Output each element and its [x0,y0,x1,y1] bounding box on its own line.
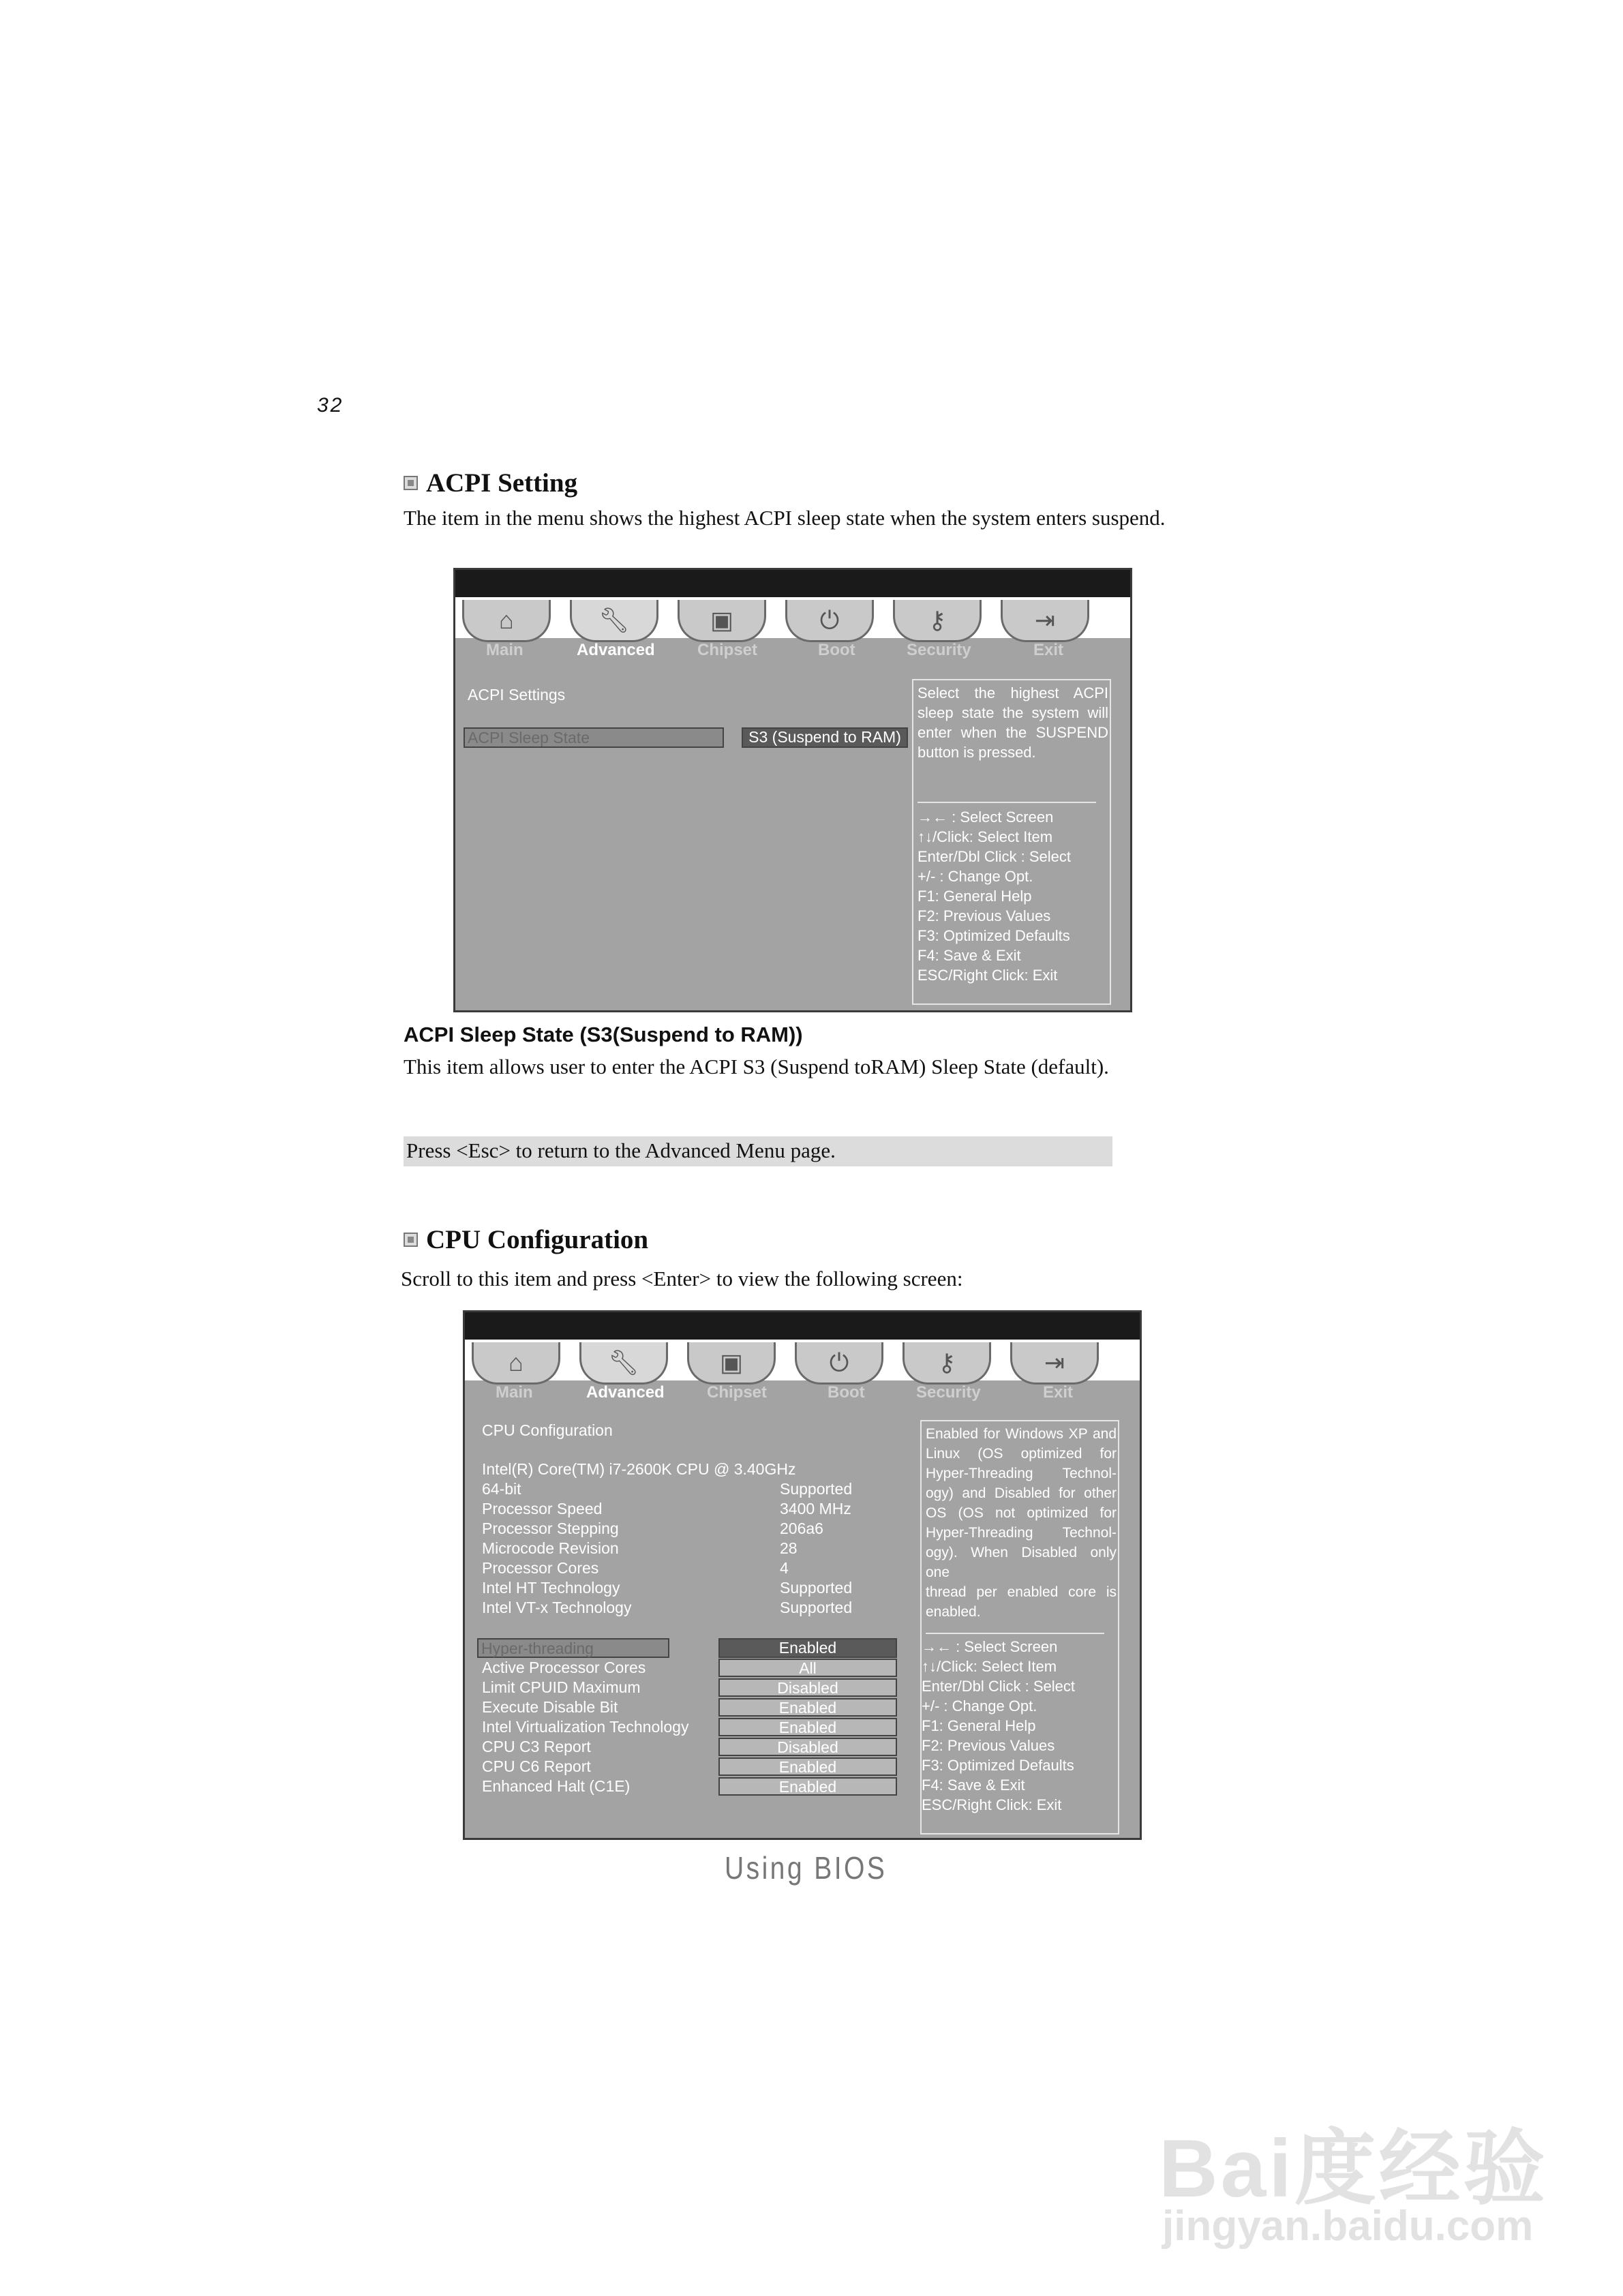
exit-door-icon: ⇥ [1034,605,1056,634]
help-line: enabled. [926,1604,981,1620]
tab-security-icon-box[interactable] [893,600,982,642]
key-help-line: →← : Select Screen [917,809,1054,826]
power-icon: ⏻ [829,1348,849,1376]
help-line: ogy) and Disabled for other [926,1485,1117,1501]
cpu-heading [404,1224,648,1255]
setting-label[interactable]: Execute Disable Bit [482,1698,618,1716]
tab-boot-icon-box[interactable] [795,1342,883,1385]
acpi-sleep-state-value[interactable]: S3 (Suspend to RAM) [742,727,908,748]
section-bullet-icon [404,1233,418,1247]
tab-exit-icon-box[interactable] [1001,600,1089,642]
hyper-threading-value[interactable]: Enabled [718,1638,897,1658]
cpu-heading-text: CPU Configuration [426,1225,649,1254]
key-help [922,1637,1117,1815]
key-help-line: F4: Save & Exit [917,947,1021,964]
tab-boot[interactable]: Boot [828,1383,865,1402]
info-label: Processor Speed [482,1500,603,1517]
bios-screen-cpu [463,1310,1142,1840]
setting-label[interactable]: Intel Virtualization Technology [482,1718,689,1736]
exit-door-icon: ⇥ [1044,1348,1065,1376]
wrench-icon: 🔧︎ [598,605,630,634]
key-help-line: F4: Save & Exit [922,1777,1025,1794]
acpi-sleep-state-item[interactable]: ACPI Sleep State [464,727,724,748]
wrench-icon: 🔧︎ [608,1348,639,1376]
key-help-line: F1: General Help [917,888,1032,905]
help-line: Linux (OS optimized for [926,1446,1117,1462]
help-line: thread per enabled core is [926,1584,1117,1600]
info-label: 64-bit [482,1480,521,1498]
setting-label[interactable]: CPU C6 Report [482,1757,591,1775]
section-title: CPU Configuration [482,1421,613,1439]
info-value: Supported [780,1579,853,1597]
acpi-intro: The item in the menu shows the highest ACPI sleep state when the system enters suspend. [404,506,1166,530]
section-bullet-icon [404,476,418,490]
help-line: ogy). When Disabled only one [926,1545,1117,1580]
help-line: Select the highest ACPI [917,684,1108,701]
help-line: OS (OS not optimized for [926,1505,1117,1521]
help-text [917,683,1108,762]
esc-note: Press <Esc> to return to the Advanced Menu page. [404,1136,1112,1166]
tab-main-icon-box[interactable] [472,1342,560,1385]
tab-chipset-icon-box[interactable] [678,600,766,642]
info-value: 206a6 [780,1520,823,1537]
key-help-line: +/- : Change Opt. [917,868,1033,885]
tab-chipset[interactable]: Chipset [697,641,758,659]
key-help-line: F3: Optimized Defaults [922,1757,1074,1774]
baidu-watermark-url: jingyan.baidu.com [1162,2203,1534,2250]
setting-value[interactable]: Enabled [718,1718,897,1736]
home-icon: ⌂ [509,1348,524,1376]
setting-value[interactable]: Enabled [718,1698,897,1717]
setting-label[interactable]: Active Processor Cores [482,1659,646,1676]
key-icon: ⚷ [937,1348,956,1376]
help-line: Enabled for Windows XP and [926,1426,1117,1442]
hyper-threading-item[interactable]: Hyper-threading [477,1638,669,1658]
key-help-line: F3: Optimized Defaults [917,927,1070,944]
help-text [926,1424,1117,1622]
info-label: Microcode Revision [482,1539,619,1557]
baidu-watermark-logo: Bai度经验 [1159,2123,1548,2214]
section-title: ACPI Settings [468,686,566,704]
tab-main[interactable]: Main [496,1383,533,1402]
bios-title-bar [465,1312,1140,1340]
bios-screen-acpi [453,568,1132,1012]
tab-exit[interactable]: Exit [1033,641,1064,659]
setting-label[interactable]: CPU C3 Report [482,1738,591,1755]
help-line: Hyper-Threading Technol- [926,1525,1117,1541]
key-help-line: ESC/Right Click: Exit [922,1796,1062,1813]
setting-value[interactable]: All [718,1659,897,1677]
help-line: sleep state the system will [917,704,1108,721]
tab-security[interactable]: Security [916,1383,981,1402]
key-help-line: ESC/Right Click: Exit [917,967,1058,984]
tab-main-icon-box[interactable] [462,600,551,642]
bios-title-bar [455,570,1130,597]
help-line: enter when the SUSPEND [917,724,1108,741]
acpi-sleep-state-subheading: ACPI Sleep State (S3(Suspend to RAM)) [404,1023,803,1046]
tab-chipset-icon-box[interactable] [687,1342,776,1385]
tab-advanced-icon-box[interactable] [570,600,658,642]
tab-main[interactable]: Main [486,641,524,659]
info-value: Supported [780,1599,853,1616]
tab-security[interactable]: Security [907,641,971,659]
info-label: Intel HT Technology [482,1579,620,1597]
tab-advanced[interactable]: Advanced [586,1383,665,1402]
footer-title: Using BIOS [725,1850,888,1886]
cpu-name: Intel(R) Core(TM) i7-2600K CPU @ 3.40GHz [482,1460,796,1478]
chip-icon: ▣ [710,605,733,634]
help-divider [926,1633,1104,1634]
key-help-line: +/- : Change Opt. [922,1697,1037,1715]
info-value: 28 [780,1539,798,1557]
info-value: 3400 MHz [780,1500,851,1517]
tab-boot-icon-box[interactable] [785,600,874,642]
help-line: button is pressed. [917,744,1036,761]
tab-exit[interactable]: Exit [1043,1383,1074,1402]
key-help-line: ↑↓/Click: Select Item [917,828,1053,845]
acpi-heading [404,468,577,498]
key-help-line: Enter/Dbl Click : Select [917,848,1071,865]
tab-advanced[interactable]: Advanced [577,641,655,659]
cpu-intro: Scroll to this item and press <Enter> to view the following screen: [401,1267,963,1290]
tab-advanced-icon-box[interactable] [579,1342,668,1385]
setting-value[interactable]: Disabled [718,1678,897,1697]
page-number: 32 [317,394,344,417]
power-icon: ⏻ [819,605,840,634]
tab-chipset[interactable]: Chipset [707,1383,768,1402]
acpi-heading-text: ACPI Setting [426,468,578,498]
key-help-line: Enter/Dbl Click : Select [922,1678,1075,1695]
help-divider [917,802,1096,803]
key-help [917,807,1108,985]
key-help-line: →← : Select Screen [922,1638,1058,1655]
tab-exit-icon-box[interactable] [1010,1342,1099,1385]
bios-tab-row [465,1340,1140,1380]
setting-label[interactable]: Limit CPUID Maximum [482,1678,641,1696]
info-value: Supported [780,1480,853,1498]
chip-icon: ▣ [719,1348,743,1376]
acpi-sleep-state-description: This item allows user to enter the ACPI S3 (Suspend toRAM) Sleep State (default). [404,1055,1109,1078]
info-label: Intel VT-x Technology [482,1599,632,1616]
info-label: Processor Stepping [482,1520,619,1537]
tab-boot[interactable]: Boot [818,641,855,659]
info-value: 4 [780,1559,789,1577]
bios-tab-row [455,597,1130,638]
setting-value[interactable]: Enabled [718,1777,897,1796]
home-icon: ⌂ [499,605,514,634]
key-help-line: F1: General Help [922,1717,1036,1734]
key-icon: ⚷ [928,605,947,634]
help-line: Hyper-Threading Technol- [926,1466,1117,1481]
info-label: Processor Cores [482,1559,599,1577]
key-help-line: ↑↓/Click: Select Item [922,1658,1057,1675]
key-help-line: F2: Previous Values [922,1737,1055,1754]
setting-label[interactable]: Enhanced Halt (C1E) [482,1777,631,1795]
setting-value[interactable]: Enabled [718,1757,897,1776]
setting-value[interactable]: Disabled [718,1738,897,1756]
tab-security-icon-box[interactable] [902,1342,991,1385]
key-help-line: F2: Previous Values [917,907,1051,924]
